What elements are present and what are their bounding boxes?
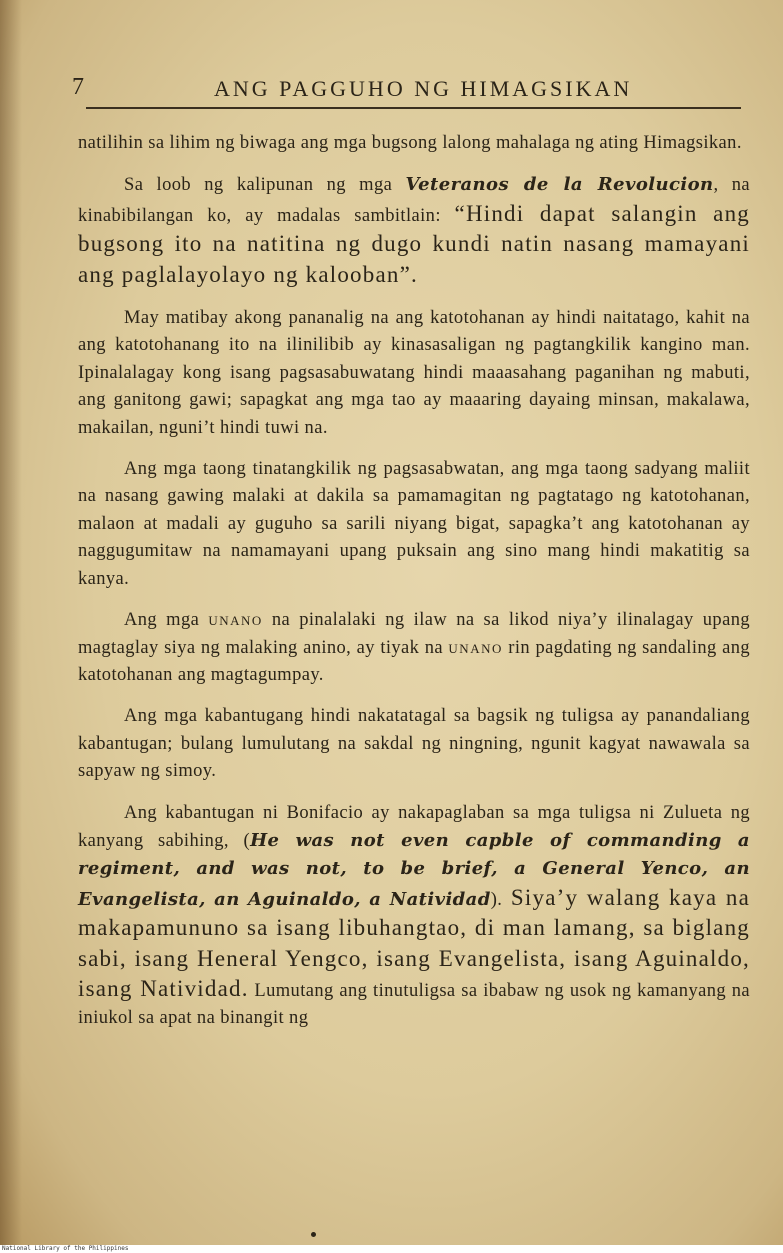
body-text: [78, 130, 750, 1047]
paragraph-5-text-a: Ang mga: [124, 610, 209, 631]
paragraph-5-smallcaps-2: UNANO: [448, 640, 503, 656]
page-gutter-shadow: [0, 0, 22, 1245]
paragraph-1-text: natilihin sa lihim ng biwaga ang mga bugsong lalong mahalaga ng ating Himagsikan.: [78, 133, 742, 153]
header-rule: [86, 107, 741, 109]
running-head: ANG PAGGUHO NG HIMAGSIKAN: [214, 76, 633, 101]
paragraph-7-text-a: Ang kabantugan ni Bonifacio ay nakapaglaban sa mga tuligsa ni Zulueta ng kanyang sabihing, (: [78, 802, 750, 851]
footer-credit: National Library of the Philippines: [2, 1245, 129, 1252]
paragraph-5-text-c: rin pagdating ng sandaling ang katotohanan ang magtagumpay.: [78, 637, 750, 685]
page-header: [72, 74, 752, 102]
paragraph-7-large-text: Siya’y walang kaya na makapamununo sa isang libuhangtao, di man lamang, sa biglang sabi, isang Heneral Yengco, isang Evangelista, isang Aguinaldo, isang Natividad.: [78, 884, 750, 1001]
paragraph-7-emphasis: He was not even capble of commanding a regiment, and was not, to be brief, a General Yenco, an Evangelista, an Aguinaldo, a Natividad: [78, 829, 750, 910]
paragraph-2-quote: “Hindi dapat salangin ang bugsong ito na natitina ng dugo kundi natin nasang mamayani ang paglalayolayo ng kalooban”.: [78, 200, 750, 287]
paragraph-5-text-b: na pinalalaki ng ilaw na sa likod niya’y ilinalagay upang magtaglay siya ng malaking anino, ay tiyak na: [78, 610, 750, 658]
ink-dot: [311, 1232, 316, 1237]
paragraph-5-smallcaps-1: UNANO: [208, 613, 263, 629]
paragraph-1: [78, 130, 750, 157]
paragraph-7-text-b: ).: [490, 889, 503, 910]
paragraph-2-text-b: , na kinabibilangan ko, ay madalas sambitlain:: [78, 175, 750, 226]
paragraph-4-text: Ang mga taong tinatangkilik ng pagsasabwatan, ang mga taong sadyang maliit na nasang gawing malaki at dakila sa pamamagitan ng pagtatago ng katotohanan, malaon at madali ay guguho sa sarili niyang bigat, sapagka’t ang katotohanan ay naggugumitaw na namamayani upang puksain ang sino mang hindi makatitig sa kanya.: [78, 459, 750, 589]
paragraph-2-emphasis: Veteranos de la Revolucion: [405, 174, 714, 196]
paragraph-4: [78, 456, 750, 593]
paragraph-3: [78, 305, 750, 442]
paragraph-6: [78, 703, 750, 785]
paragraph-2-text-a: Sa loob ng kalipunan ng mga: [124, 175, 406, 196]
paragraph-3-text: May matibay akong pananalig na ang katotohanan ay hindi naitatago, kahit na ang katotohanang ito na ilinilibib ay kinasasaligan ng pagtangkilik kangino man. Ipinalalagay kong isang pagsasabuwatang hindi maaasahang paganihan ng mabuti, ang ganitong gawi; sapagkat ang mga tao ay maaaring dayaing minsan, makalawa, makailan, nguni’t hindi tuwi na.: [78, 308, 750, 438]
paragraph-7-text-c: Lumutang ang tinutuligsa sa ibabaw ng usok ng kamanyang na iniukol sa apat na binangit ng: [78, 980, 751, 1029]
paragraph-6-text: Ang mga kabantugang hindi nakatatagal sa bagsik ng tuligsa ay panandaliang kabantugan; bulang lumulutang na sakdal ng ningning, ngunit kagyat nawawala sa sapyaw ng simoy.: [78, 706, 750, 782]
paragraph-2: [78, 171, 750, 291]
page-number: 7: [72, 74, 84, 100]
paragraph-5: [78, 607, 750, 689]
paragraph-7: [78, 800, 750, 1033]
